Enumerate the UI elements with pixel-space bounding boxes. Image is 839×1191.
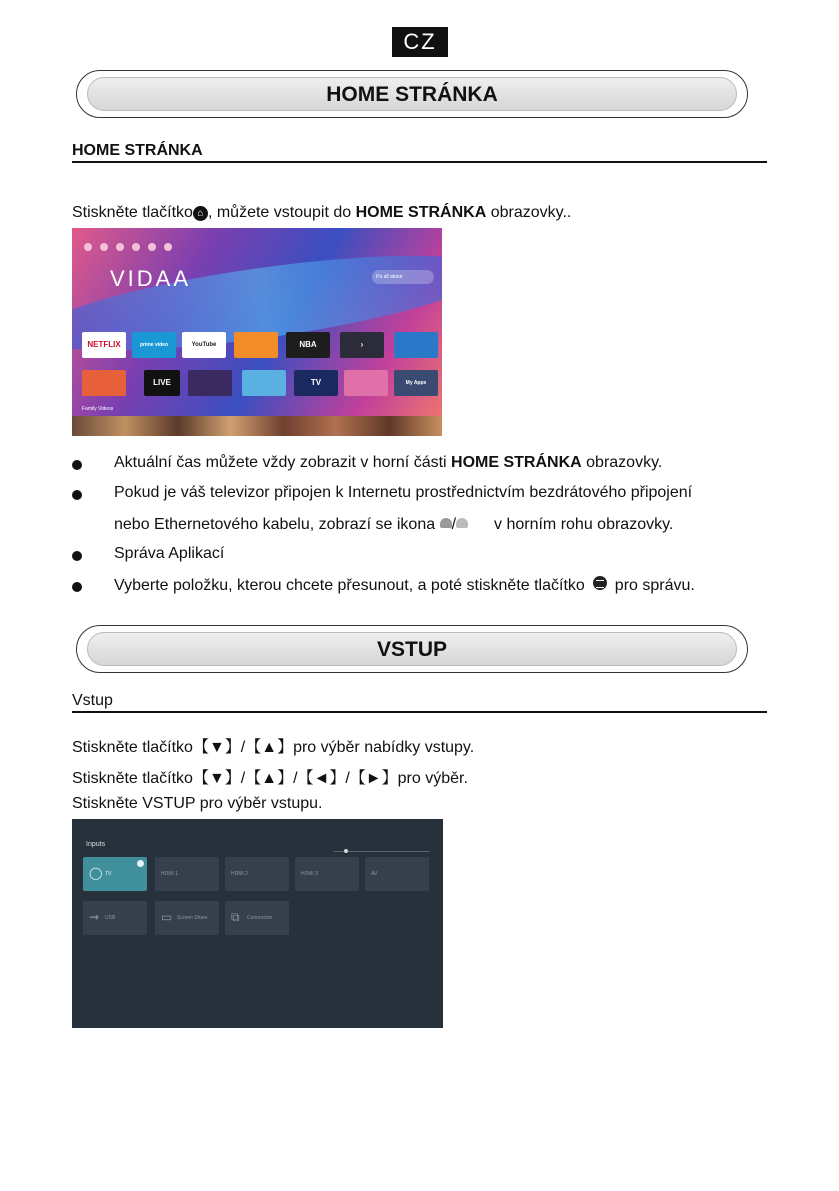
bullet-dot-1	[72, 460, 82, 470]
app-tile-1	[82, 370, 126, 396]
input-card-usb	[83, 901, 147, 935]
section-banner-home	[76, 70, 748, 118]
input-card-label: TV	[105, 871, 112, 877]
inputs-title: Inputs	[86, 841, 106, 848]
intro-text-mid: , můžete vstoupit do	[207, 204, 356, 221]
vstup-line-1: Stiskněte tlačítko【▼】/【▲】pro výběr nabídky vstupy.	[72, 739, 475, 756]
subheading-vstup-rule	[72, 711, 767, 713]
bullet-4-after: pro správu.	[614, 577, 695, 594]
inputs-screenshot	[72, 819, 443, 1028]
video-thumbnails	[72, 416, 442, 436]
bullet-4-before: Vyberte položku, kterou chcete přesunout, a poté stiskněte tlačítko	[114, 577, 585, 594]
home-icon: ⌂	[193, 206, 208, 221]
bullet-1-before: Aktuální čas můžete vždy zobrazit v horní části	[114, 454, 452, 471]
my-apps-tile: My Apps	[394, 370, 438, 396]
menu-icon	[593, 576, 607, 590]
intro-text-after: obrazovky..	[486, 204, 572, 221]
bullet-2-before: nebo Ethernetového kabelu, zobrazí se ikona	[114, 516, 440, 533]
app-tile-3	[188, 370, 232, 396]
connection-icon: ⧉	[231, 910, 240, 924]
input-card-hdmi2	[225, 857, 289, 891]
bullet-1-after: obrazovky.	[581, 454, 663, 471]
intro-text-bold: HOME STRÁNKA	[355, 204, 487, 221]
subheading-rule	[72, 161, 767, 163]
ethernet-icon	[456, 518, 468, 528]
bullet-dot-3	[72, 551, 82, 561]
vstup-line-3: Stiskněte VSTUP pro výběr vstupu.	[72, 795, 323, 812]
apps-row-2	[82, 370, 432, 396]
intro-text-before: Stiskněte tlačítko	[72, 204, 193, 221]
feature-pill: It's all about	[372, 270, 434, 284]
banner-title-vstup: VSTUP	[376, 638, 447, 661]
icon-separator: /	[451, 516, 457, 533]
input-card-screen-share	[155, 901, 219, 935]
banner-title: HOME STRÁNKA	[326, 83, 498, 106]
wifi-icon	[440, 518, 452, 528]
app-tile-4	[242, 370, 286, 396]
bullet-2-line-2	[114, 516, 673, 534]
netflix-tile: NETFLIX	[82, 332, 126, 358]
input-card-label: USB	[105, 915, 116, 921]
usb-icon: ⇝	[89, 910, 100, 924]
subheading-text: HOME STRÁNKA	[72, 142, 203, 159]
bullet-dot-2	[72, 490, 82, 500]
bullet-1-bold: HOME STRÁNKA	[451, 454, 582, 471]
vstup-line-2: Stiskněte tlačítko【▼】/【▲】/【◄】/【►】pro výběr.	[72, 770, 468, 787]
input-card-label: HDMI 3	[301, 871, 318, 877]
bullet-dot-4	[72, 582, 82, 592]
screen-share-icon: ▭	[161, 910, 173, 924]
cast-tile	[394, 332, 438, 358]
subheading-home	[72, 142, 767, 160]
youtube-tile: YouTube	[182, 332, 226, 358]
input-card-connection	[225, 901, 289, 935]
nba-tile: NBA	[286, 332, 330, 358]
apps-row-1	[82, 332, 432, 358]
live-tile: LIVE	[144, 370, 180, 396]
section-banner-vstup	[76, 625, 748, 673]
input-card-label: AV	[371, 871, 378, 877]
intro-paragraph	[72, 204, 571, 222]
app-tile-6	[344, 370, 388, 396]
family-videos-label: Family Videos	[82, 406, 114, 412]
inputs-slider	[334, 851, 430, 852]
subheading-vstup	[72, 692, 767, 710]
language-badge: CZ	[392, 27, 448, 57]
input-card-label: Connection	[247, 915, 273, 921]
input-card-hdmi3	[295, 857, 359, 891]
input-card-label: HDMI 2	[231, 871, 248, 877]
bullet-1-text	[114, 454, 662, 472]
input-card-label: HDMI 1	[161, 871, 178, 877]
top-icons-row	[84, 238, 180, 256]
more-tile: ›	[340, 332, 384, 358]
prime-video-tile: prime video	[132, 332, 176, 358]
input-card-hdmi1	[155, 857, 219, 891]
vidaa-logo: VIDAA	[110, 266, 192, 291]
input-card-av	[365, 857, 429, 891]
bullet-4-text	[114, 576, 695, 595]
bullet-3-text: Správa Aplikací	[114, 545, 225, 562]
tv-icon: ◯	[89, 866, 103, 880]
input-card-label: Screen Share	[177, 915, 208, 921]
home-screen-screenshot	[72, 228, 442, 436]
orange-app-tile	[234, 332, 278, 358]
input-card-tv	[83, 857, 147, 891]
bullet-2-line-1: Pokud je váš televizor připojen k Internetu prostřednictvím bezdrátového připojení	[114, 484, 693, 501]
tv-tile: TV	[294, 370, 338, 396]
subheading-vstup-text: Vstup	[72, 692, 113, 709]
selected-check-icon	[137, 860, 144, 867]
bullet-2-after: v horním rohu obrazovky.	[494, 516, 674, 533]
